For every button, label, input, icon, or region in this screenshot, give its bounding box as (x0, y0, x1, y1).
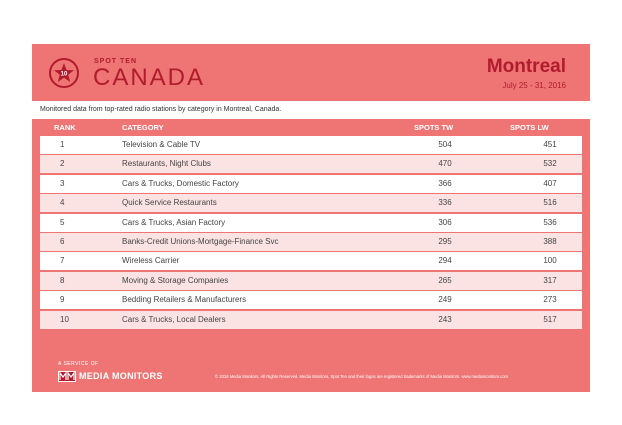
table-row (40, 252, 582, 270)
spots-tw-cell: 265 (438, 275, 452, 285)
header-rank: RANK (54, 123, 76, 132)
copyright-text: © 2016 Media Monitors. All Rights Reserved. Media Monitors, Spot Ten and their logos are registered trademarks of Media Monitors. www.mediamonitors.com (215, 374, 509, 379)
spots-tw-cell: 249 (438, 295, 452, 305)
spots-tw-cell: 470 (438, 159, 452, 169)
media-monitors-name: MEDIA MONITORS (79, 371, 163, 381)
rank-cell: 9 (60, 295, 65, 305)
header (32, 44, 590, 101)
spots-lw-cell: 407 (543, 178, 557, 188)
category-cell: Cars & Trucks, Asian Factory (122, 217, 226, 227)
spots-lw-cell: 317 (543, 275, 557, 285)
table-row (40, 233, 582, 251)
spots-tw-cell: 294 (438, 256, 452, 266)
spots-lw-cell: 451 (543, 140, 557, 149)
brand-title: CANADA (93, 64, 206, 91)
header-category: CATEGORY (122, 123, 164, 132)
city-title: Montreal (486, 56, 566, 77)
mm-logo-icon (58, 371, 76, 382)
service-label: A SERVICE OF (58, 361, 99, 367)
rank-cell: 10 (60, 314, 69, 324)
spots-lw-cell: 517 (543, 314, 557, 324)
spots-lw-cell: 536 (543, 217, 557, 227)
category-cell: Cars & Trucks, Local Dealers (122, 314, 226, 324)
category-cell: Wireless Carrier (122, 256, 180, 266)
column-headers (32, 119, 590, 136)
table-row (40, 311, 582, 329)
spots-lw-cell: 100 (543, 256, 557, 266)
rank-cell: 1 (60, 140, 65, 149)
category-cell: Restaurants, Night Clubs (122, 159, 211, 169)
footer (32, 354, 590, 392)
rank-cell: 6 (60, 236, 65, 246)
spots-tw-cell: 336 (438, 198, 452, 208)
rank-cell: 3 (60, 178, 65, 188)
logo-badge-number: 10 (60, 71, 68, 78)
category-cell: Moving & Storage Companies (122, 275, 229, 285)
spots-lw-cell: 388 (543, 236, 557, 246)
category-cell: Cars & Trucks, Domestic Factory (122, 178, 239, 188)
rank-cell: 8 (60, 275, 65, 285)
table-row (40, 291, 582, 309)
date-range: July 25 - 31, 2016 (502, 81, 566, 90)
table-row (40, 194, 582, 212)
category-cell: Bedding Retailers & Manufacturers (122, 295, 247, 305)
rank-cell: 7 (60, 256, 65, 266)
spots-tw-cell: 243 (438, 314, 452, 324)
table-row (40, 272, 582, 290)
rank-cell: 5 (60, 217, 65, 227)
spot-ten-card (32, 44, 590, 392)
spots-tw-cell: 295 (438, 236, 452, 246)
ranking-table (40, 136, 582, 330)
category-cell: Quick Service Restaurants (122, 198, 217, 208)
header-spots-tw: SPOTS TW (414, 123, 454, 132)
table-row (40, 214, 582, 232)
spot-ten-logo (49, 58, 79, 88)
spots-lw-cell: 516 (543, 198, 557, 208)
star-icon (53, 62, 75, 84)
subtitle: Monitored data from top-rated radio stations by category in Montreal, Canada. (32, 101, 590, 119)
spots-tw-cell: 504 (438, 140, 452, 149)
table-row (40, 136, 582, 154)
header-spots-lw: SPOTS LW (510, 123, 549, 132)
spots-tw-cell: 306 (438, 217, 452, 227)
spots-tw-cell: 366 (438, 178, 452, 188)
spots-lw-cell: 532 (543, 159, 557, 169)
table-row (40, 175, 582, 193)
media-monitors-logo (58, 370, 163, 382)
rank-cell: 4 (60, 198, 65, 208)
brand-top: SPOT TEN (94, 58, 138, 65)
rank-cell: 2 (60, 159, 65, 169)
spots-lw-cell: 273 (543, 295, 557, 305)
category-cell: Television & Cable TV (122, 140, 201, 149)
category-cell: Banks-Credit Unions-Mortgage-Finance Svc (122, 236, 279, 246)
table-row (40, 155, 582, 173)
